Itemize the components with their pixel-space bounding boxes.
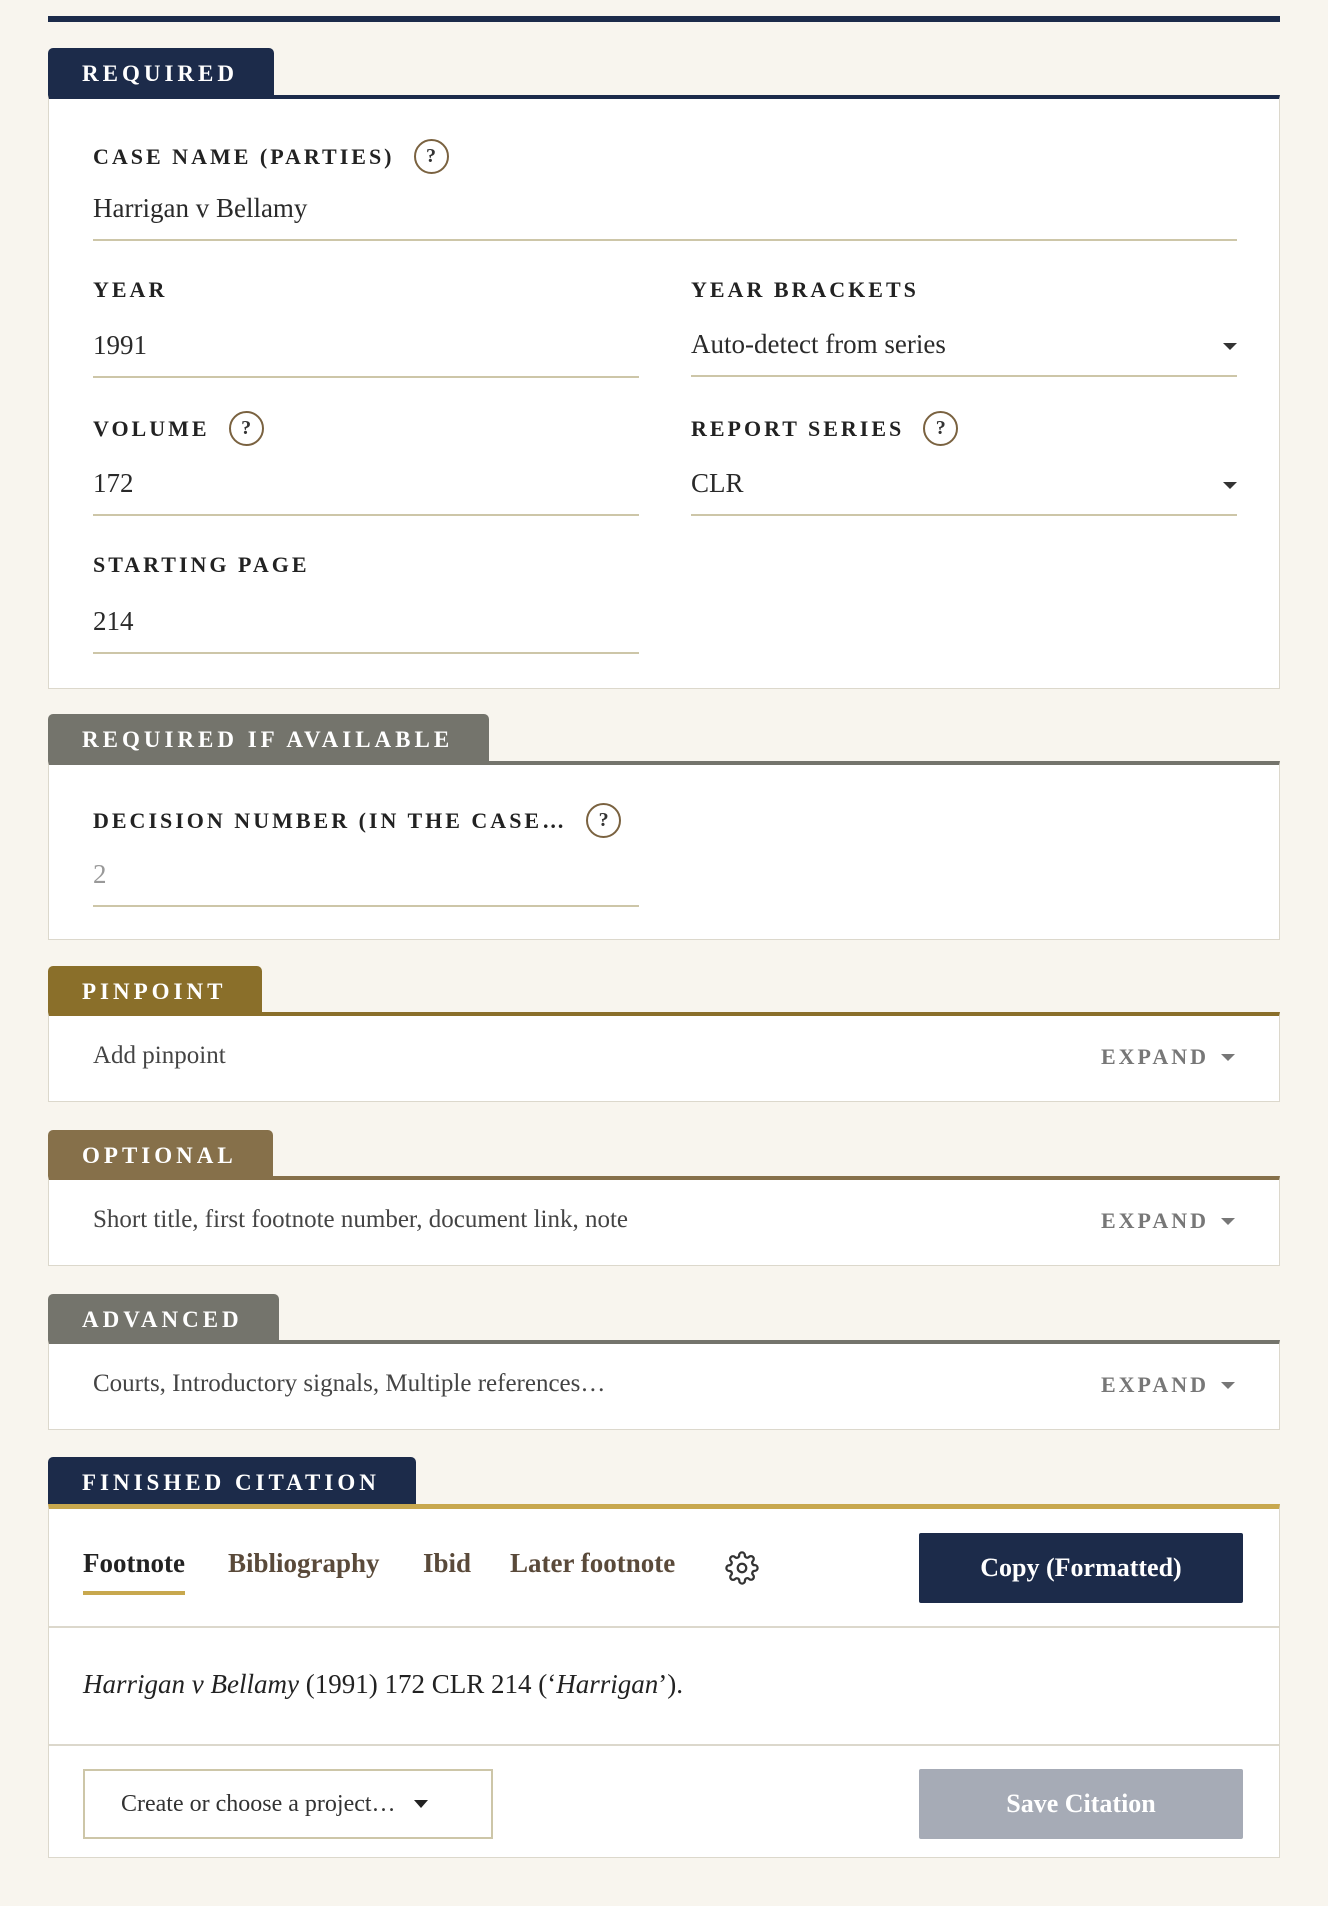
optional-summary: Short title, first footnote number, document link, note bbox=[93, 1206, 629, 1233]
expand-label: EXPAND bbox=[1100, 1208, 1209, 1233]
report-series-label-text: REPORT SERIES bbox=[691, 415, 905, 441]
tab-later-footnote[interactable]: Later footnote bbox=[510, 1548, 676, 1578]
year-label bbox=[93, 277, 167, 303]
starting-page-label-text: STARTING PAGE bbox=[93, 552, 310, 577]
section-tab-required-if-available: REQUIRED IF AVAILABLE bbox=[48, 714, 489, 763]
question-circle-icon[interactable]: ? bbox=[923, 411, 958, 446]
caret-down-icon bbox=[1223, 482, 1237, 489]
optional-section bbox=[48, 1130, 1280, 1266]
year-brackets-value: Auto-detect from series bbox=[691, 329, 946, 359]
expand-label: EXPAND bbox=[1100, 1044, 1209, 1069]
required-panel bbox=[48, 95, 1280, 689]
question-circle-icon[interactable]: ? bbox=[229, 411, 264, 446]
case-name-input[interactable]: Harrigan v Bellamy bbox=[93, 189, 1237, 241]
section-tab-finished-citation: FINISHED CITATION bbox=[48, 1457, 416, 1506]
volume-label-text: VOLUME bbox=[93, 415, 210, 441]
year-brackets-label-text: YEAR BRACKETS bbox=[691, 277, 919, 302]
pinpoint-expand-button[interactable] bbox=[1101, 1044, 1235, 1070]
section-tab-pinpoint: PINPOINT bbox=[48, 966, 262, 1015]
year-brackets-select[interactable] bbox=[691, 325, 1237, 377]
expand-label: EXPAND bbox=[1100, 1372, 1209, 1397]
top-accent-bar bbox=[48, 16, 1280, 22]
case-name-label-text: CASE NAME (PARTIES) bbox=[93, 143, 395, 169]
project-select-value: Create or choose a project… bbox=[121, 1790, 396, 1817]
report-series-value: CLR bbox=[691, 468, 744, 498]
advanced-expand-button[interactable] bbox=[1101, 1372, 1235, 1398]
decision-number-label bbox=[93, 803, 621, 838]
citation-end: ’). bbox=[658, 1669, 683, 1699]
required-section bbox=[48, 48, 1280, 689]
report-series-select[interactable] bbox=[691, 464, 1237, 516]
year-brackets-label bbox=[691, 277, 919, 303]
advanced-panel[interactable] bbox=[48, 1340, 1280, 1430]
required-if-available-section bbox=[48, 714, 1280, 940]
starting-page-input[interactable]: 214 bbox=[93, 602, 639, 654]
citation-output bbox=[83, 1669, 683, 1700]
section-tab-required: REQUIRED bbox=[48, 48, 274, 97]
decision-number-input[interactable]: 2 bbox=[93, 855, 639, 907]
divider bbox=[49, 1744, 1279, 1746]
divider bbox=[49, 1626, 1279, 1628]
caret-down-icon bbox=[1221, 1054, 1235, 1061]
copy-formatted-button[interactable]: Copy (Formatted) bbox=[919, 1533, 1243, 1603]
citation-short-title: Harrigan bbox=[556, 1669, 659, 1699]
advanced-summary: Courts, Introductory signals, Multiple references… bbox=[93, 1370, 606, 1397]
report-series-label bbox=[691, 411, 958, 446]
required-if-available-panel bbox=[48, 761, 1280, 940]
caret-down-icon bbox=[414, 1800, 428, 1808]
optional-expand-button[interactable] bbox=[1101, 1208, 1235, 1234]
save-citation-button[interactable]: Save Citation bbox=[919, 1769, 1243, 1839]
year-input[interactable]: 1991 bbox=[93, 326, 639, 378]
finished-citation-section bbox=[48, 1457, 1280, 1858]
caret-down-icon bbox=[1223, 343, 1237, 350]
caret-down-icon bbox=[1221, 1218, 1235, 1225]
section-tab-advanced: ADVANCED bbox=[48, 1294, 279, 1343]
volume-label bbox=[93, 411, 264, 446]
caret-down-icon bbox=[1221, 1382, 1235, 1389]
citation-details: (1991) 172 CLR 214 (‘ bbox=[298, 1669, 557, 1699]
pinpoint-panel[interactable] bbox=[48, 1012, 1280, 1102]
project-select[interactable] bbox=[83, 1769, 493, 1839]
section-tab-optional: OPTIONAL bbox=[48, 1130, 273, 1179]
case-name-label bbox=[93, 139, 449, 174]
advanced-section bbox=[48, 1294, 1280, 1430]
decision-number-label-text: DECISION NUMBER (IN THE CASE… bbox=[93, 807, 568, 833]
question-circle-icon[interactable]: ? bbox=[414, 139, 449, 174]
gear-icon[interactable] bbox=[725, 1551, 759, 1585]
starting-page-label bbox=[93, 552, 310, 578]
tab-footnote[interactable]: Footnote bbox=[83, 1548, 185, 1578]
volume-input[interactable]: 172 bbox=[93, 464, 639, 516]
pinpoint-summary: Add pinpoint bbox=[93, 1042, 226, 1069]
question-circle-icon[interactable]: ? bbox=[586, 803, 621, 838]
year-label-text: YEAR bbox=[93, 277, 168, 302]
finished-citation-panel bbox=[48, 1504, 1280, 1858]
tab-bibliography[interactable]: Bibliography bbox=[228, 1548, 380, 1578]
citation-case-name: Harrigan v Bellamy bbox=[83, 1669, 299, 1699]
pinpoint-section bbox=[48, 966, 1280, 1102]
tab-ibid[interactable]: Ibid bbox=[423, 1548, 472, 1578]
optional-panel[interactable] bbox=[48, 1176, 1280, 1266]
